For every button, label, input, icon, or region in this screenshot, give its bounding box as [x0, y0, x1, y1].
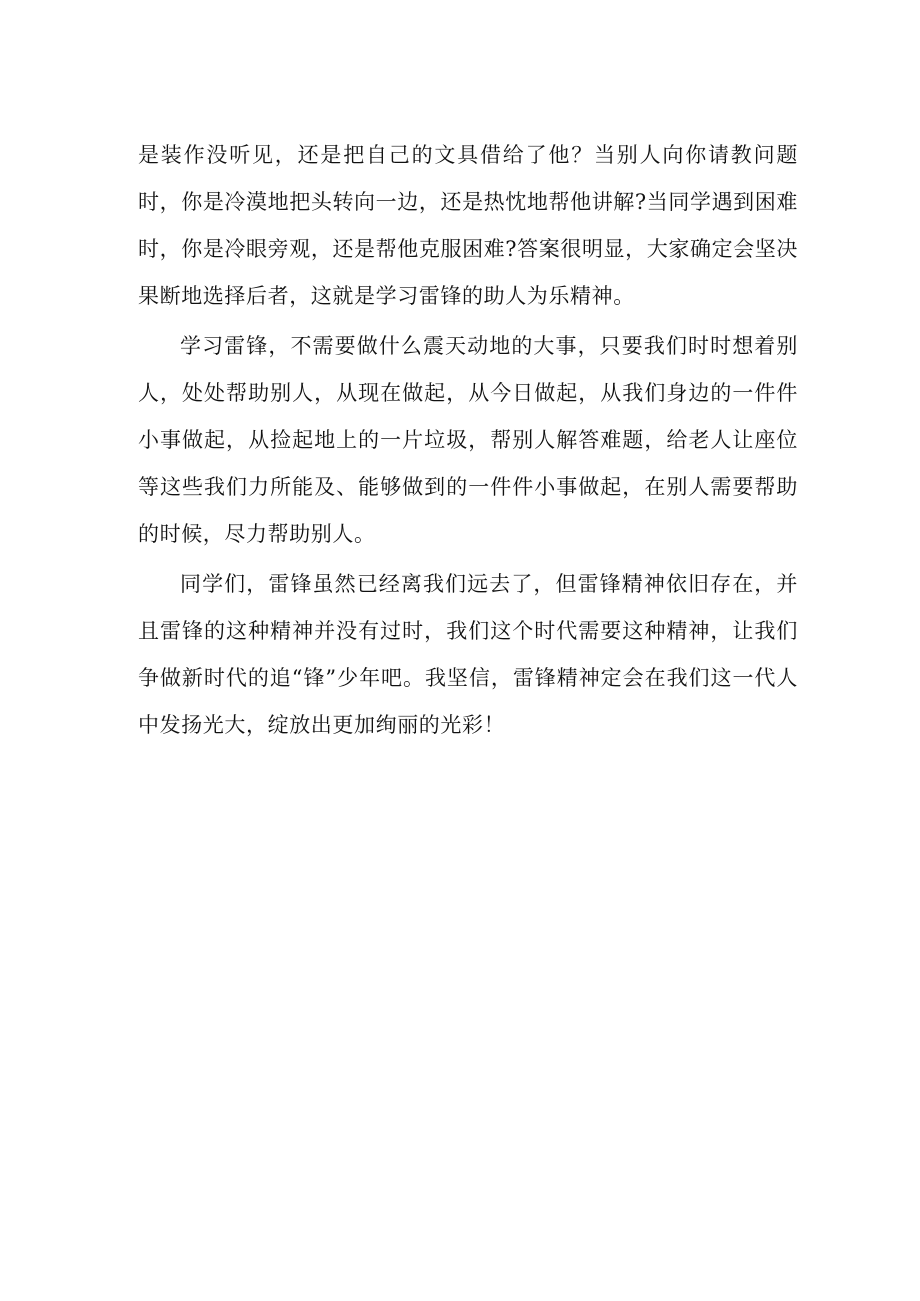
body-text [138, 132, 798, 749]
paragraph-3: 同学们，雷锋虽然已经离我们远去了，但雷锋精神依旧存在，并且雷锋的这种精神并没有过时，我们这个时代需要这种精神，让我们争做新时代的追“锋”少年吧。我坚信，雷锋精神定会在我们这一代人中发扬光大，绽放出更加绚丽的光彩！ [138, 572, 798, 737]
paragraph-2: 学习雷锋，不需要做什么震天动地的大事，只要我们时时想着别人，处处帮助别人，从现在做起，从今日做起，从我们身边的一件件小事做起，从捡起地上的一片垃圾，帮别人解答难题，给老人让座位等这些我们力所能及、能够做到的一件件小事做起，在别人需要帮助的时候，尽力帮助别人。 [138, 334, 798, 546]
paragraph-1: 是装作没听见，还是把自己的文具借给了他？当别人向你请教问题时，你是冷漠地把头转向一边，还是热忱地帮他讲解?当同学遇到困难时，你是冷眼旁观，还是帮他克服困难?答案很明显，大家确定会坚决果断地选择后者，这就是学习雷锋的助人为乐精神。 [138, 143, 798, 308]
